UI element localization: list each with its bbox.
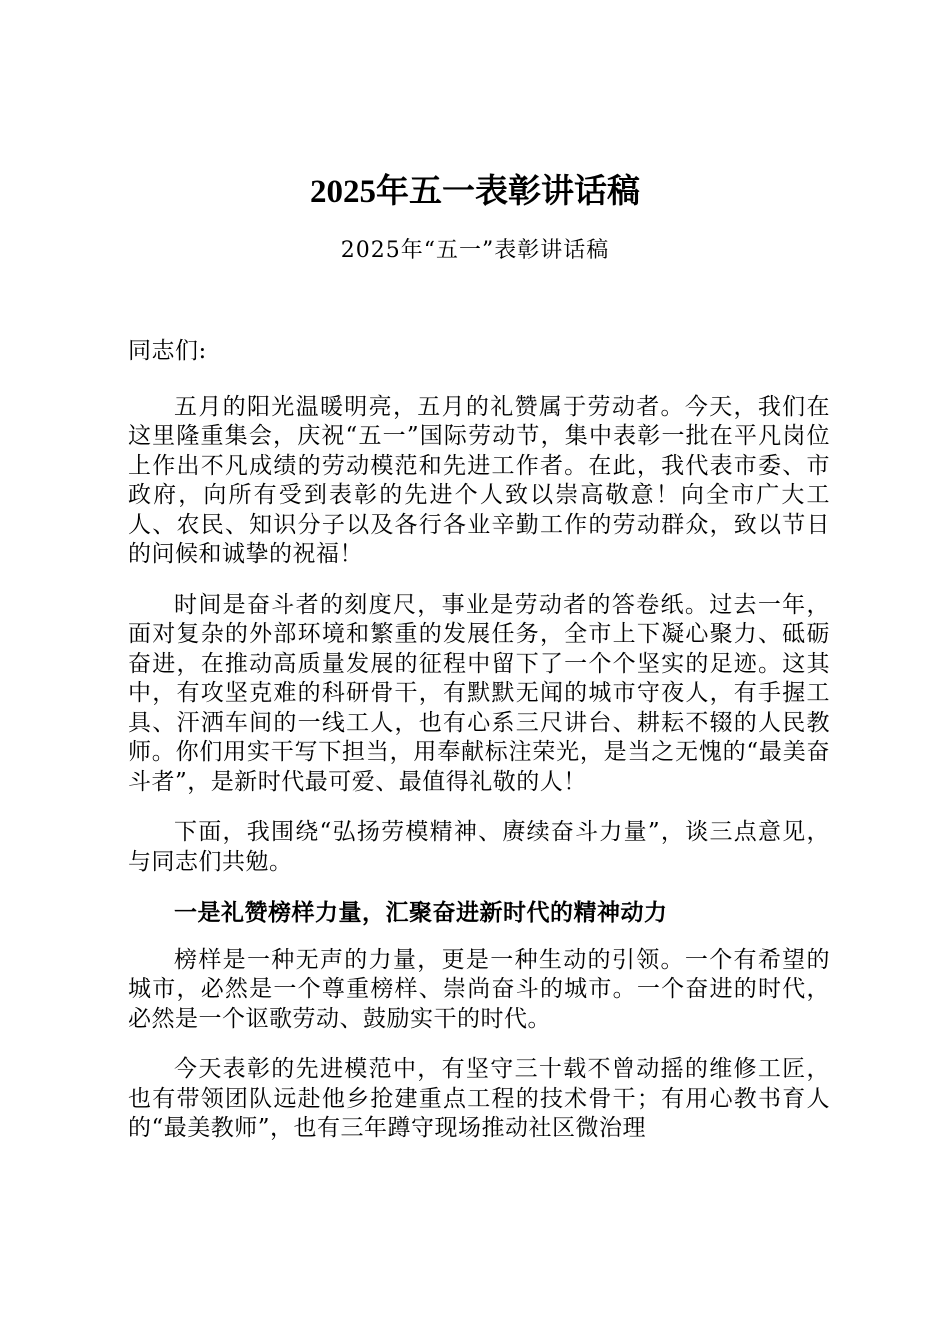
document-title: 2025年五一表彰讲话稿 — [310, 174, 640, 210]
paragraph: 今天表彰的先进模范中，有坚守三十载不曾动摇的维修工匠，也有带领团队远赴他乡抢建重点工程的技术骨干；有用心教书育人的“最美教师”，也有三年蹲守现场推动社区微治理 — [128, 1056, 830, 1141]
document-subtitle: 2025年“五一”表彰讲话稿 — [340, 238, 610, 263]
document-body — [128, 337, 830, 1165]
section-heading: 一是礼赞榜样力量，汇聚奋进新时代的精神动力 — [174, 899, 668, 926]
salutation: 同志们: — [128, 338, 207, 364]
paragraph: 下面，我围绕“弘扬劳模精神、赓续奋斗力量”，谈三点意见，与同志们共勉。 — [128, 819, 830, 875]
paragraph: 五月的阳光温暖明亮，五月的礼赞属于劳动者。今天，我们在这里隆重集会，庆祝“五一”国际劳动节，集中表彰一批在平凡岗位上作出不凡成绩的劳动模范和先进工作者。在此，我代表市委、市政府，向所有受到表彰的先进个人致以崇高敬意！向全市广大工人、农民、知识分子以及各行各业辛勤工作的劳动群众，致以节日的问候和诚挚的祝福！ — [128, 393, 830, 567]
paragraph: 时间是奋斗者的刻度尺，事业是劳动者的答卷纸。过去一年，面对复杂的外部环境和繁重的发展任务，全市上下凝心聚力、砥砺奋进，在推动高质量发展的征程中留下了一个个坚实的足迹。这其中，有攻坚克难的科研骨干，有默默无闻的城市守夜人，有手握工具、汗洒车间的一线工人，也有心系三尺讲台、耕耘不辍的人民教师。你们用实干写下担当，用奉献标注荣光，是当之无愧的“最美奋斗者”，是新时代最可爱、最值得礼敬的人！ — [128, 591, 830, 795]
paragraph: 榜样是一种无声的力量，更是一种生动的引领。一个有希望的城市，必然是一个尊重榜样、崇尚奋斗的城市。一个奋进的时代，必然是一个讴歌劳动、鼓励实干的时代。 — [128, 946, 830, 1032]
